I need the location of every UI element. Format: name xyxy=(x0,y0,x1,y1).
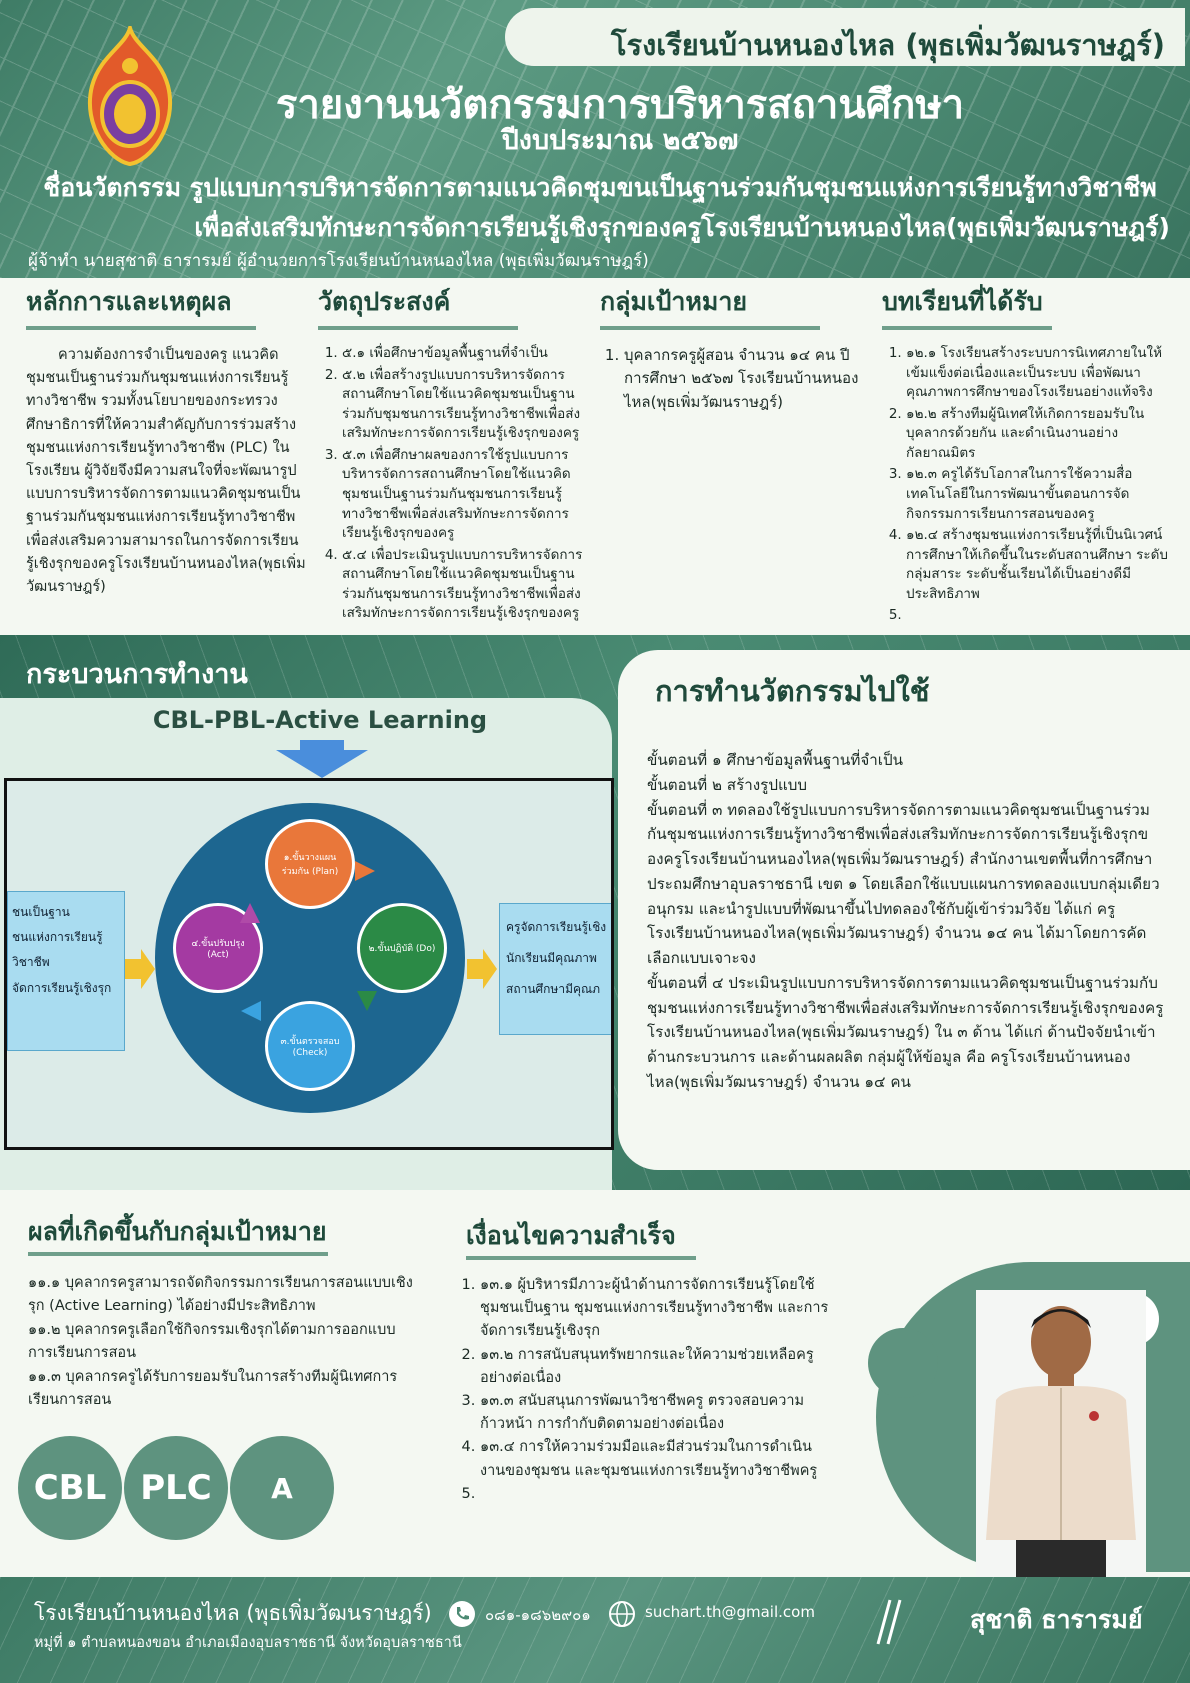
objectives-section xyxy=(318,282,583,626)
cycle-arrow-icon xyxy=(241,1001,261,1021)
list-item: 2. ๕.๒ เพื่อสร้างรูปแบบการบริหารจัดการสถานศึกษาโดยใช้แนวคิดชุมชนเป็นฐานร่วมกับชุมชนการเรียนรู้ทางวิชาชีพเพื่อส่งเสริมทักษะการจัดการเรียนรู้เชิงรุกของครู xyxy=(342,366,583,444)
step-text: ขั้นตอนที่ ๑ ศึกษาข้อมูลพื้นฐานที่จำเป็น xyxy=(647,751,903,769)
list-item: 4. ๕.๔ เพื่อประเมินรูปแบบการบริหารจัดการสถานศึกษาโดยใช้แนวคิดชุมชนเป็นฐานร่วมกันชุมชนการเรียนรู้ทางวิชาชีพเพื่อส่งเสริมทักษะการจัดการเรียนรู้เชิงรุกของครู xyxy=(342,546,583,624)
principles-section xyxy=(26,282,306,599)
list-item xyxy=(480,1483,836,1506)
list-item xyxy=(906,606,1172,626)
innovation-name-line1: ชื่อนวัตกรรม รูปแบบการบริหารจัดการตามแนวคิดชุมขนเป็นฐานร่วมกันชุมชนแห่งการเรียนรู้ทางวิชาชีพ xyxy=(43,173,1157,202)
footer-signature: สุชาติ ธารารมย์ xyxy=(970,1605,1143,1634)
list-item: ๑๑.๑ บุคลากรครูสามารถจัดกิจกรรมการเรียนการสอนแบบเชิงรุก (Active Learning) ได้อย่างมีประสิทธิภาพ xyxy=(28,1275,413,1315)
cycle-step-check: ๓.ขั้นตรวจสอบ (Check) xyxy=(265,1001,355,1091)
list-item: 1. ๕.๑ เพื่อศึกษาข้อมูลพื้นฐานที่จำเป็น xyxy=(342,344,583,364)
objectives-list xyxy=(318,344,583,624)
objectives-heading: วัตถุประสงค์ xyxy=(318,287,451,316)
footer-phone[interactable]: ๐๘๑-๑๘๖๒๙๐๑ xyxy=(485,1606,591,1624)
target-list xyxy=(600,344,870,414)
target-section xyxy=(600,282,870,416)
person-photo xyxy=(976,1290,1146,1580)
innovation-name-line2: เพื่อส่งเสริมทักษะการจัดการเรียนรู้เชิงรุกของครูโรงเรียนบ้านหนองไหล(พุธเพิ่มวัฒนราษฎร์) xyxy=(194,213,1170,242)
cycle-step-act: ๔.ขั้นปรับปรุง (Act) xyxy=(173,903,263,993)
lessons-section xyxy=(882,282,1172,628)
principles-heading: หลักการและเหตุผล xyxy=(26,287,232,316)
list-item: 2. ๑๒.๒ สร้างทีมผู้นิเทศให้เกิดการยอมรับในบุคลากรด้วยกัน และดำเนินงานอย่างกัลยาณมิตร xyxy=(906,405,1172,464)
arrow-right-icon xyxy=(125,949,155,989)
process-heading: กระบวนการทำงาน xyxy=(26,659,248,690)
success-list xyxy=(456,1274,836,1506)
cycle-step-plan: ๑.ขั้นวางแผนร่วมกัน (Plan) xyxy=(265,819,355,909)
decor-circle xyxy=(868,1328,938,1398)
phone-icon xyxy=(448,1600,476,1628)
school-emblem-icon xyxy=(80,26,180,166)
input-box: ชนเป็นฐาน ชนแห่งการเรียนรู้ วิชาชีพ จัดการเรียนรู้เชิงรุก xyxy=(7,891,125,1051)
arrow-down-head xyxy=(276,750,368,778)
list-item: ๑๑.๓ บุคลากรครูได้รับการยอมรับในการสร้างทีมผู้นิเทศการเรียนการสอน xyxy=(28,1368,398,1409)
step-text: ขั้นตอนที่ ๓ ทดลองใช้รูปแบบการบริหารจัดการตามแนวคิดชุมชนเป็นฐานร่วมกันชุมชนแห่งการเรียนรู้ทางวิชาชีพเพื่อส่งเสริมทักษะการจัดการเรียนรู้เชิงรุกของครูโรงเรียนบ้านหนองไหล(พุธเพิ่มวัฒนราษฎร์) สำนักงานเขตพื้นที่การศึกษาประถมศึกษาอุบลราชธานี เขต ๑ โดยเลือกใช้แบบแผนการทดลองแบบกลุ่มเดียวอนุกรม และนำรูปแบบที่พัฒนาขึ้นไปทดลองใช้กับผู้เข้าร่วมวิจัย ได้แก่ ครูโรงเรียนบ้านหนองไหล(พุธเพิ่มวัฒนราษฎร์) จำนวน ๑๔ คน ได้มาโดยการคัดเลือกแบบเจาะจง xyxy=(647,800,1160,968)
step-text: ขั้นตอนที่ ๔ ประเมินรูปแบบการบริหารจัดการตามแนวคิดชุมชนเป็นฐานร่วมกับชุมชนแห่งการเรียนรู้ทางวิชาชีพเพื่อส่งเสริมทักษะการจัดการเรียนรู้เชิงรุกของครูโรงเรียนบ้านหนองไหล(พุธเพิ่มวัฒนราษฎร์) ใน ๓ ด้าน ได้แก่ ด้านปัจจัยนำเข้า ด้านกระบวนการ และด้านผลผลิต กลุ่มผู้ให้ข้อมูล คือ ครูโรงเรียนบ้านหนองไหล(พุธเพิ่มวัฒนราษฎร์) จำนวน ๑๔ คน xyxy=(647,973,1164,1091)
school-name-pill: โรงเรียนบ้านหนองไหล (พุธเพิ่มวัฒนราษฎร์) xyxy=(505,8,1185,66)
process-diagram xyxy=(4,778,614,1150)
list-item: 4. ๑๒.๔ สร้างชุมชนแห่งการเรียนรู้ที่เป็นนิเวศน์การศึกษาให้เกิดขึ้นในระดับสถานศึกษา ระดับกลุ่มสาระ ระดับชั้นเรียนได้เป็นอย่างดีมีประสิทธิภาพ xyxy=(906,526,1172,604)
footer-address: หมู่ที่ ๑ ตำบลหนองขอน อำเภอเมืองอุบลราชธานี จังหวัดอุบลราชธานี xyxy=(34,1635,462,1651)
cycle-step-do: ๒.ขั้นปฏิบัติ (Do) xyxy=(357,903,447,993)
badge-cbl: CBL xyxy=(18,1436,122,1540)
implementation-heading: การทำนวัตกรรมไปใช้ xyxy=(655,674,930,708)
list-item: 2. ๑๓.๒ การสนับสนุนทรัพยากรและให้ความช่วยเหลือครูอย่างต่อเนื่อง xyxy=(480,1344,836,1390)
cycle-arrow-icon xyxy=(240,903,260,923)
results-list xyxy=(28,1272,418,1413)
report-title: รายงานนวัตกรรมการบริหารสถานศึกษา xyxy=(275,82,965,128)
target-heading: กลุ่มเป้าหมาย xyxy=(600,287,748,316)
output-box: ครูจัดการเรียนรู้เชิง นักเรียนมีคุณภาพ สถานศึกษามีคุณภ xyxy=(499,903,614,1035)
cycle-arrow-icon xyxy=(355,861,375,881)
list-item: 1. ๑๓.๑ ผู้บริหารมีภาวะผู้นำด้านการจัดการเรียนรู้โดยใช้ชุมชนเป็นฐาน ชุมชนแห่งการเรียนรู้ทางวิชาชีพ และการจัดการเรียนรู้เชิงรุก xyxy=(480,1274,836,1344)
fiscal-year: ปีงบประมาณ ๒๕๖๗ xyxy=(501,125,739,156)
badge-plc: PLC xyxy=(124,1436,228,1540)
results-heading: ผลที่เกิดขึ้นกับกลุ่มเป้าหมาย xyxy=(28,1217,327,1246)
list-item: 3. ๑๓.๓ สนับสนุนการพัฒนาวิชาชีพครู ตรวจสอบความก้าวหน้า การกำกับติดตามอย่างต่อเนื่อง xyxy=(480,1390,836,1436)
arrow-right-icon xyxy=(467,949,497,989)
cycle-arrow-icon xyxy=(357,991,377,1011)
footer-email[interactable]: suchart.th@gmail.com xyxy=(645,1603,815,1621)
implementation-steps xyxy=(647,748,1167,1095)
list-item: 3. ๑๒.๓ ครูได้รับโอกาสในการใช้ความสื่อเทคโนโลยีในการพัฒนาขั้นตอนการจัดกิจกรรมการเรียนการสอนของครู xyxy=(906,465,1172,524)
diagram-subtitle: CBL-PBL-Active Learning xyxy=(152,706,488,734)
lessons-heading: บทเรียนที่ได้รับ xyxy=(882,287,1043,316)
globe-icon xyxy=(608,1600,636,1628)
slash-divider-icon xyxy=(864,1596,904,1646)
list-item: ๑๑.๒ บุคลากรครูเลือกใช้กิจกรรมเชิงรุกได้ตามการออกแบบการเรียนการสอน xyxy=(28,1321,396,1362)
list-item: 1. บุคลากรครูผู้สอน จำนวน ๑๔ คน ปีการศึกษา ๒๕๖๗ โรงเรียนบ้านหนองไหล(พุธเพิ่มวัฒนราษฎร์) xyxy=(624,344,870,414)
list-item: 1. ๑๒.๑ โรงเรียนสร้างระบบการนิเทศภายในให้เข้มแข็งต่อเนื่องและเป็นระบบ เพื่อพัฒนาคุณภาพการศึกษาของโรงเรียนอย่างแท้จริง xyxy=(906,344,1172,403)
list-item: 4. ๑๓.๔ การให้ความร่วมมือและมีส่วนร่วมในการดำเนินงานของชุมชน และชุมชนแห่งการเรียนรู้ทางวิชาชีพครู xyxy=(480,1436,836,1482)
author-line: ผู้จ้าทำ นายสุชาติ ธารารมย์ ผู้อำนวยการโรงเรียนบ้านหนองไหล (พุธเพิ่มวัฒนราษฎร์) xyxy=(28,251,649,271)
principles-body: ความต้องการจำเป็นของครู แนวคิดชุมชนเป็นฐานร่วมกันชุมชนแห่งการเรียนรู้ทางวิชาชีพ รวมทั้งนโยบายของกระทรวงศึกษาธิการที่ให้ความสำคัญกับการร่วมสร้างชุมชนแห่งการเรียนรู้ทางวิชาชีพ (PLC) ในโรงเรียน ผู้วิจัยจึงมีความสนใจที่จะพัฒนารูปแบบการบริหารจัดการตามแนวคิดชุมชนเป็นฐานร่วมกันชุมชนแห่งการเรียนรู้ทางวิชาชีพเพื่อส่งเสริมความสามารถในการจัดการเรียนรู้เชิงรุกของครูโรงเรียนบ้านหนองไหล(พุธเพิ่มวัฒนราษฎร์) xyxy=(26,347,306,595)
badge-a: A xyxy=(230,1436,334,1540)
list-item: 3. ๕.๓ เพื่อศึกษาผลของการใช้รูปแบบการบริหารจัดการสถานศึกษาโดยใช้แนวคิดชุมชนเป็นฐานร่วมกันชุมชนการเรียนรู้ทางวิชาชีพเพื่อส่งเสริมทักษะการจัดการเรียนรู้เชิงรุกของครู xyxy=(342,446,583,544)
success-heading: เงื่อนไขความสำเร็จ xyxy=(466,1221,676,1250)
footer-school-name: โรงเรียนบ้านหนองไหล (พุธเพิ่มวัฒนราษฎร์) xyxy=(34,1601,432,1625)
step-text: ขั้นตอนที่ ๒ สร้างรูปแบบ xyxy=(647,775,808,794)
lessons-list xyxy=(882,344,1172,626)
